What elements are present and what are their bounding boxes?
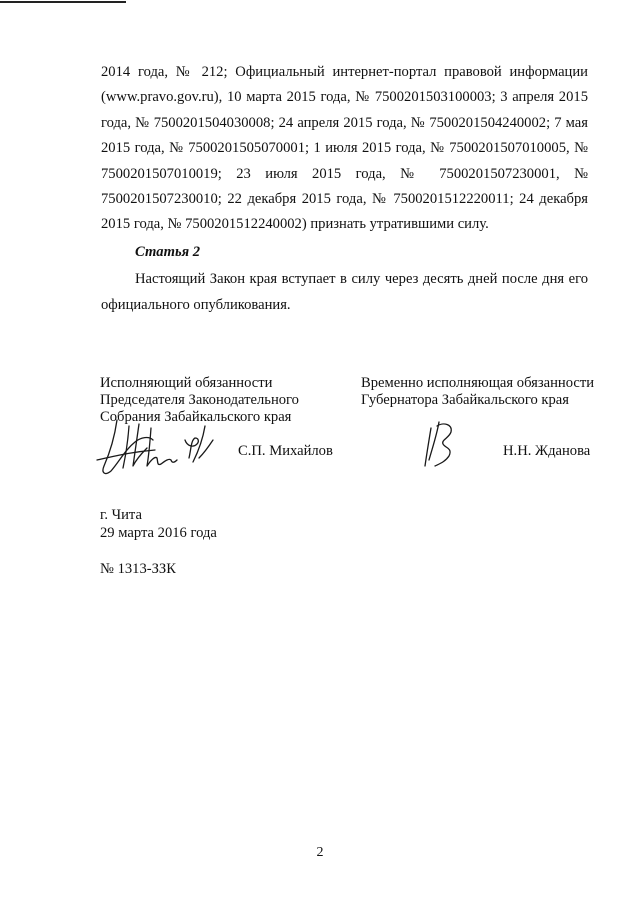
signatory-right-title-line-1: Временно исполняющая обязанности	[361, 375, 595, 391]
signing-date: 29 марта 2016 года	[100, 525, 217, 541]
signatory-right-title	[361, 375, 594, 409]
signatory-left-title-line-1: Исполняющий обязанности	[100, 375, 273, 391]
signatory-right-name: Н.Н. Жданова	[503, 443, 591, 459]
article-2-heading: Статья 2	[135, 243, 201, 260]
signatory-left-title-line-2: Председателя Законодательного	[100, 392, 299, 408]
page-number: 2	[316, 845, 324, 860]
signatory-left-name: С.П. Михайлов	[238, 443, 333, 459]
signatory-right-title-line-2: Губернатора Забайкальского края	[361, 392, 569, 408]
place-and-date	[100, 506, 217, 542]
document-number: № 1313-ЗЗК	[100, 561, 176, 577]
paragraph-references: 2014 года, № 212; Официальный интернет-портал правовой информации (www.pravo.gov.ru), 10 марта 2015 года, № 7500201503100003; 3 апреля 2015 года, № 7500201504030008; 24 апреля 2015 года, № 7500201504240002; 7 мая 2015 года, № 7500201505070001; 1 июля 2015 года, № 7500201507010005, № 7500201507010019; 23 июля 2015 года, № 7500201507230001, № 7500201507230010; 22 декабря 2015 года, № 7500201512220011; 24 декабря 2015 года, № 7500201512240002) признать утратившими силу.	[101, 64, 588, 233]
article-2-text: Настоящий Закон края вступает в силу через десять дней после дня его официального опубликования.	[101, 271, 588, 313]
city: г. Чита	[100, 507, 142, 523]
handwritten-signature-left	[95, 416, 225, 480]
signatory-left-title-line-3: Собрания Забайкальского края	[100, 409, 292, 425]
handwritten-signature-right	[423, 420, 463, 470]
top-rule	[0, 1, 126, 3]
document-body	[101, 60, 588, 318]
